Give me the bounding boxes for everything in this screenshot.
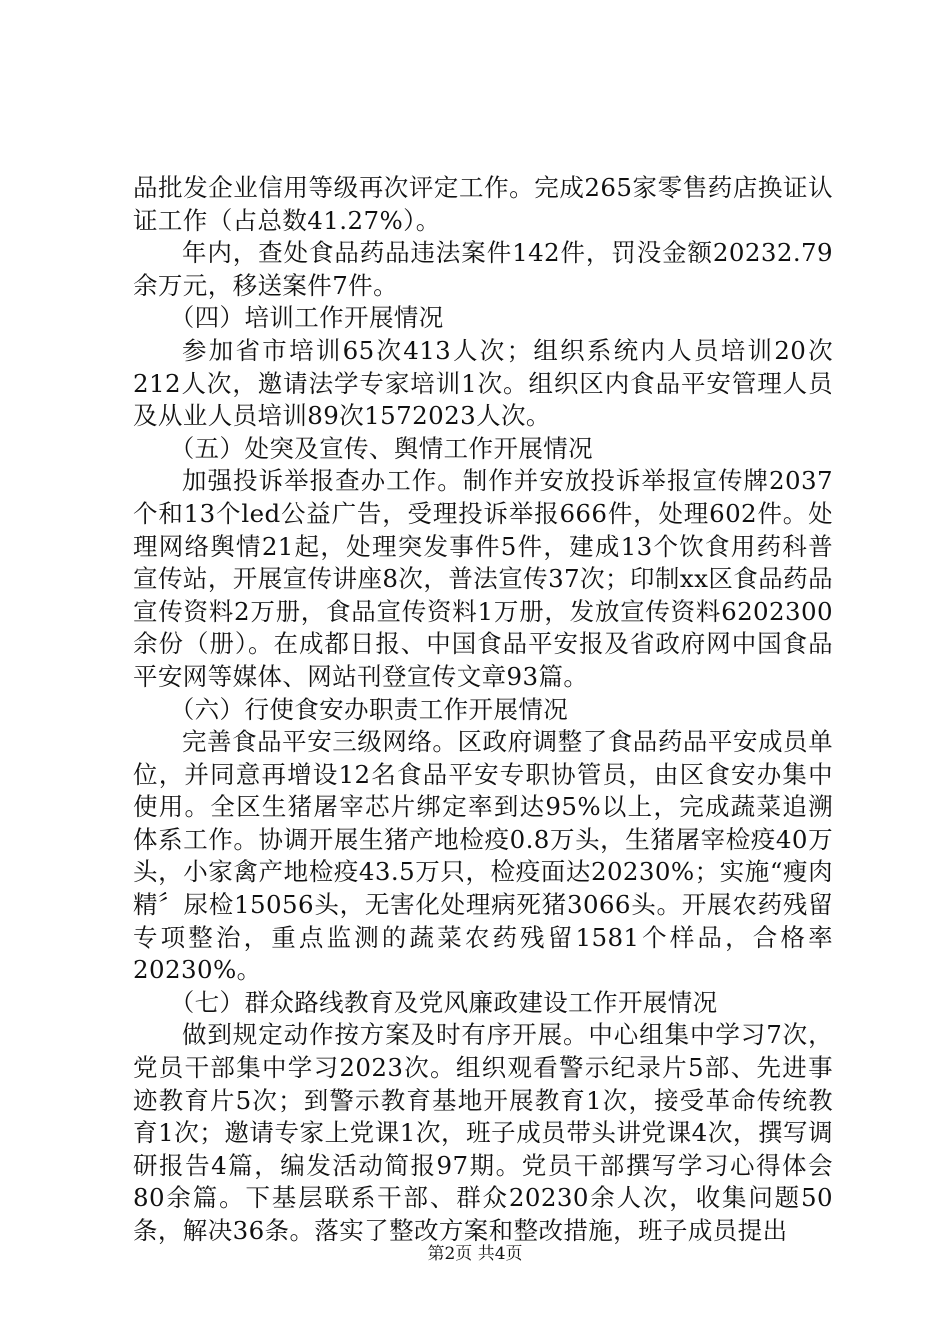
paragraph-publicity: 加强投诉举报查办工作。制作并安放投诉举报宣传牌2037个和13个led公益广告，受理投诉举报666件，处理602件。处理网络舆情21起，处理突发事件5件，建成13个饮食用药科普宣传站，开展宣传讲座8次，普法宣传37次；印制xx区食品药品宣传资料2万册，食品宣传资料1万册，发放宣传资料6202300余份（册）。在成都日报、中国食品平安报及省政府网中国食品平安网等媒体、网站刊登宣传文章93篇。: [133, 466, 833, 691]
paragraph-party-education: 做到规定动作按方案及时有序开展。中心组集中学习7次，党员干部集中学习2023次。组织观看警示纪录片5部、先进事迹教育片5次；到警示教育基地开展教育1次，接受革命传统教育1次；邀请专家上党课1次，班子成员带头讲党课4次，撰写调研报告4篇，编发活动简报97期。党员干部撰写学习心得体会80余篇。下基层联系干部、群众20230余人次，收集问题50条，解决36条。落实了整改方案和整改措施，班子成员提出: [133, 1020, 833, 1245]
paragraph-food-safety-office: 完善食品平安三级网络。区政府调整了食品药品平安成员单位，并同意再增设12名食品平安专职协管员，由区食安办集中使用。全区生猪屠宰芯片绑定率到达95%以上，完成蔬菜追溯体系工作。协调开展生猪产地检疫0.8万头，生猪屠宰检疫40万头，小家禽产地检疫43.5万只，检疫面达20230%；实施“瘦肉精〞尿检15056头，无害化处理病死猪3066头。开展农药残留专项整治，重点监测的蔬菜农药残留1581个样品，合格率20230%。: [133, 727, 833, 985]
section-heading-food-safety-office: （六）行使食安办职责工作开展情况: [169, 694, 569, 724]
section-heading-training: （四）培训工作开展情况: [169, 303, 444, 333]
document-body: [133, 172, 833, 1248]
paragraph-cases: 年内，查处食品药品违法案件142件，罚没金额20232.79余万元，移送案件7件。: [133, 238, 833, 300]
paragraph-training: 参加省市培训65次413人次；组织系统内人员培训20次212人次，邀请法学专家培训1次。组织区内食品平安管理人员及从业人员培训89次1572023人次。: [133, 335, 833, 431]
paragraph-continuation: 品批发企业信用等级再次评定工作。完成265家零售药店换证认证工作（占总数41.27%）。: [133, 173, 833, 235]
section-heading-party-education: （七）群众路线教育及党风廉政建设工作开展情况: [169, 987, 718, 1017]
page-number-footer: 第2页 共4页: [427, 1244, 523, 1264]
section-heading-publicity: （五）处突及宣传、舆情工作开展情况: [169, 433, 594, 463]
